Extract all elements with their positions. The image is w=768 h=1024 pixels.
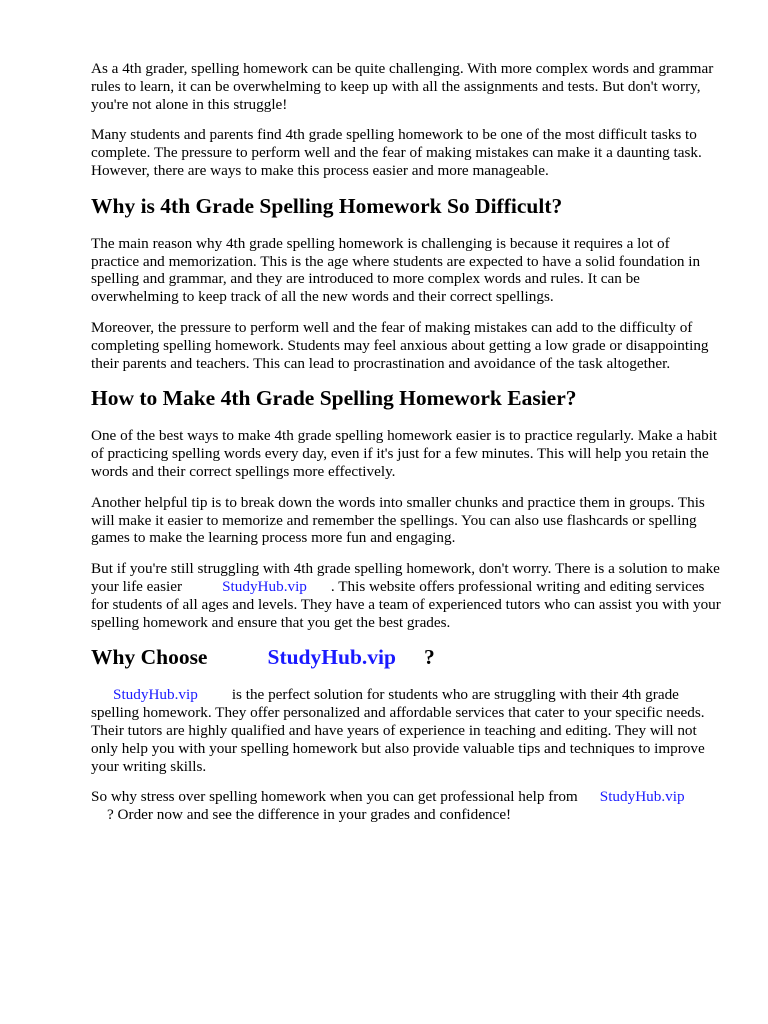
section1-paragraph-1: The main reason why 4th grade spelling homework is challenging is because it requires a lot of practice and memorization. This is the age where students are expected to have a solid foundation in spelling and grammar, and they are introduced to more complex words and rules. It can be overwhelming to keep track of all the new words and their correct spellings. xyxy=(91,234,701,306)
heading-question-mark: ? xyxy=(423,645,435,670)
section-heading-why-difficult: Why is 4th Grade Spelling Homework So Difficult? xyxy=(91,193,563,218)
section3-paragraph-2 xyxy=(91,788,721,824)
heading-why-choose-text: Why Choose xyxy=(91,645,208,670)
studyhub-link[interactable]: StudyHub.vip xyxy=(222,577,307,595)
section2-paragraph-1: One of the best ways to make 4th grade spelling homework easier is to practice regularly. Make a habit of practicing spelling words every day, even if it's just for a few minutes. This will help you retain the words and their correct spellings more effectively. xyxy=(91,427,718,480)
section3-p2-text-after: ? Order now and see the difference in your grades and confidence! xyxy=(107,806,512,824)
section2-paragraph-2: Another helpful tip is to break down the words into smaller chunks and practice them in groups. This will make it easier to memorize and remember the spellings. You can also use flashcards or spelling games to make the learning process more fun and engaging. xyxy=(91,493,705,547)
studyhub-link-end[interactable]: StudyHub.vip xyxy=(599,788,685,806)
section1-paragraph-2: Moreover, the pressure to perform well and the fear of making mistakes can add to the difficulty of completing spelling homework. Students may feel anxious about getting a low grade or disappointing their parents and teachers. This can lead to procrastination and avoidance of the task altogether. xyxy=(91,318,709,372)
intro-paragraph-2: Many students and parents find 4th grade spelling homework to be one of the most difficult tasks to complete. The pressure to perform well and the fear of making mistakes can make it a daunting task. However, there are ways to make this process easier and more manageable. xyxy=(91,126,702,179)
section-heading-why-choose xyxy=(91,644,721,670)
studyhub-link-lead[interactable]: StudyHub.vip xyxy=(113,686,198,704)
section3-paragraph-1 xyxy=(91,686,721,775)
section3-p1-text: is the perfect solution for students who are struggling with their 4th grade spelling homework. They offer personalized and affordable services that cater to your specific needs. Their tutors are highly qualified and have years of experience in teaching and editing. They will not only help you with your spelling homework but also provide valuable tips and techniques to improve your writing skills. xyxy=(91,686,705,775)
section2-p3-text-before: But if you're still struggling with 4th grade spelling homework, don't worry. There is a solution to make your life easier xyxy=(91,560,720,595)
intro-paragraph-1: As a 4th grader, spelling homework can be quite challenging. With more complex words and grammar rules to learn, it can be overwhelming to keep up with all the assignments and tests. But don't worry, you're not alone in this struggle! xyxy=(91,60,714,113)
section2-paragraph-3 xyxy=(91,560,721,631)
article-body xyxy=(91,60,721,837)
section2-p3-text-after: . This website offers professional writing and editing services for students of all ages and levels. They have a team of experienced tutors who can assist you with your spelling homework and ensure that you get the best grades. xyxy=(91,577,721,631)
section3-p2-text-before: So why stress over spelling homework when you can get professional help from xyxy=(91,788,578,806)
section-heading-how-easier: How to Make 4th Grade Spelling Homework Easier? xyxy=(91,386,577,411)
heading-studyhub-link[interactable]: StudyHub.vip xyxy=(267,645,396,670)
